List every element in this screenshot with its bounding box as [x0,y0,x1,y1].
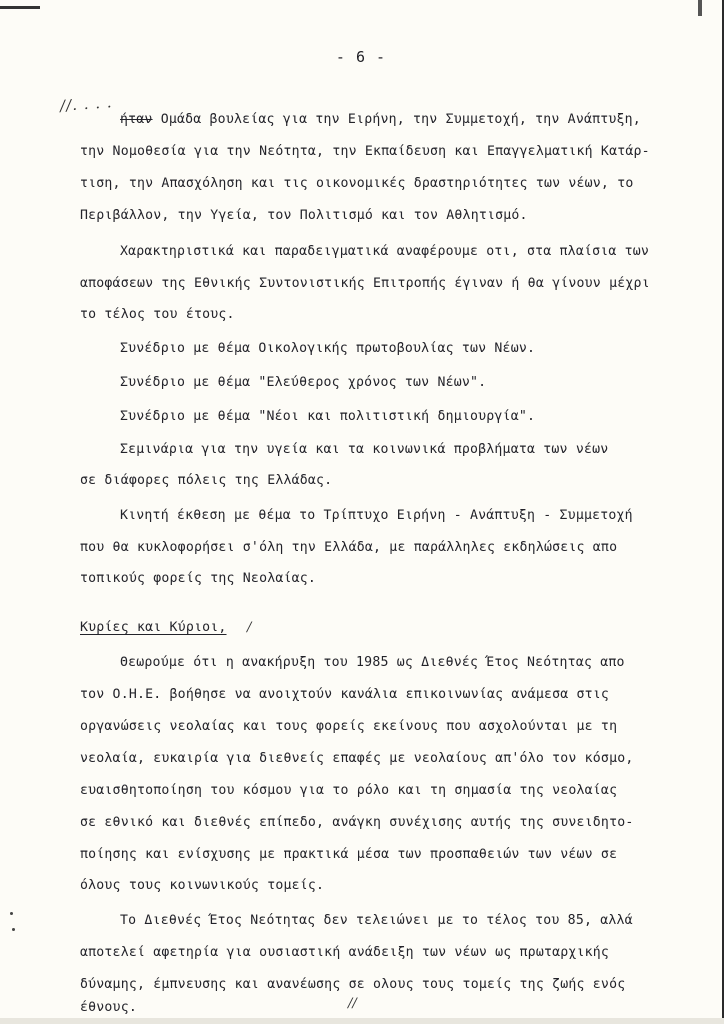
page-number: - 6 - [335,48,387,66]
paragraph-1-line-2: την Νομοθεσία για την Νεότητα, την Εκπαίδευση και Επαγγελματική Κατάρ- [80,144,650,159]
paragraph-3-line-3: οργανώσεις νεολαίας και τους φορείς εκείνους που ασχολούνται με τη [80,719,618,734]
continuation-mark: // [348,996,357,1011]
paragraph-3-line-1: Θεωρούμε ότι η ανακήρυξη του 1985 ως Διεθνές Έτος Νεότητας απο [120,655,625,670]
list-item-1: Συνέδριο με θέμα Οικολογικής πρωτοβουλίας των Νέων. [120,341,536,356]
paragraph-4-line-4: έθνους. [80,1000,137,1015]
list-item-4-line-1: Σεμινάρια για την υγεία και τα κοινωνικά προβλήματα των νέων [120,442,609,457]
handwritten-tick: / [247,620,252,635]
paragraph-3-line-6: σε εθνικό και διεθνές επίπεδο, ανάγκη συνέχισης αυτής της συνειδητο- [80,815,634,830]
paragraph-4-line-2: αποτελεί αφετηρία για ουσιαστική ανάδειξη των νέων ως πρωταρχικής [80,945,610,960]
scan-artifact [0,6,40,9]
list-item-3: Συνέδριο με θέμα "Νέοι και πολιτιστική δημιουργία". [120,409,536,424]
list-item-5-line-1: Κινητή έκθεση με θέμα το Τρίπτυχο Ειρήνη - Ανάπτυξη - Συμμετοχή [120,508,633,523]
paragraph-3-line-4: νεολαία, ευκαιρία για διεθνείς επαφές με νεολαίους απ'όλο τον κόσμο, [80,751,634,766]
handwritten-mark: //. . . . [59,93,114,115]
paragraph-3-line-5: ευαισθητοποίηση του κόσμου για το ρόλο και τη σημασία της νεολαίας [80,783,618,798]
paragraph-2-line-2: αποφάσεων της Εθνικής Συντονιστικής Επιτροπής έγιναν ή θα γίνουν μέχρι [80,276,650,291]
page-bottom-edge [0,1018,724,1024]
paragraph-3-line-8: όλους τους κοινωνικούς τομείς. [80,878,325,893]
paragraph-4-line-1: Το Διεθνές Έτος Νεότητας δεν τελειώνει με το τέλος του 85, αλλά [120,913,633,928]
struck-word: ήταν [120,112,153,127]
paragraph-2-line-1: Χαρακτηριστικά και παραδειγματικά αναφέρουμε οτι, στα πλαίσια των [120,244,650,259]
paragraph-3-line-2: τον Ο.Η.Ε. βοήθησε να ανοιχτούν κανάλια επικοινωνίας ανάμεσα στις [80,687,610,702]
paragraph-1-line-4: Περιβάλλον, την Υγεία, τον Πολιτισμό και τον Αθλητισμό. [80,208,528,223]
list-item-4-line-2: σε διάφορες πόλεις της Ελλάδας. [80,473,333,488]
paragraph-1-line-1 [120,112,641,127]
scan-speck [12,928,15,931]
scan-speck [10,912,13,915]
paragraph-2-line-3: το τέλος του έτους. [80,307,235,322]
paragraph-1-line-3: τιση, την Απασχόληση και τις οικονομικές δραστηριότητες των νέων, το [80,176,634,191]
salutation: Κυρίες και Κύριοι, [80,620,227,635]
list-item-2: Συνέδριο με θέμα "Ελεύθερος χρόνος των Νέων". [120,375,487,390]
list-item-5-line-2: που θα κυκλοφορήσει σ'όλη την Ελλάδα, με παράλληλες εκδηλώσεις απο [80,540,618,555]
paragraph-3-line-7: ποίησης και ενίσχυσης με πρακτικά μέσα των προσπαθειών των νέων σε [80,847,618,862]
list-item-5-line-3: τοπικούς φορείς της Νεολαίας. [80,571,317,586]
paragraph-4-line-3: δύναμης, έμπνευσης και ανανέωσης σε ολους τους τομείς της ζωής ενός [80,977,626,992]
scan-artifact [698,0,702,16]
line-text: Ομάδα βουλείας για την Ειρήνη, την Συμμετοχή, την Ανάπτυξη, [152,112,641,127]
